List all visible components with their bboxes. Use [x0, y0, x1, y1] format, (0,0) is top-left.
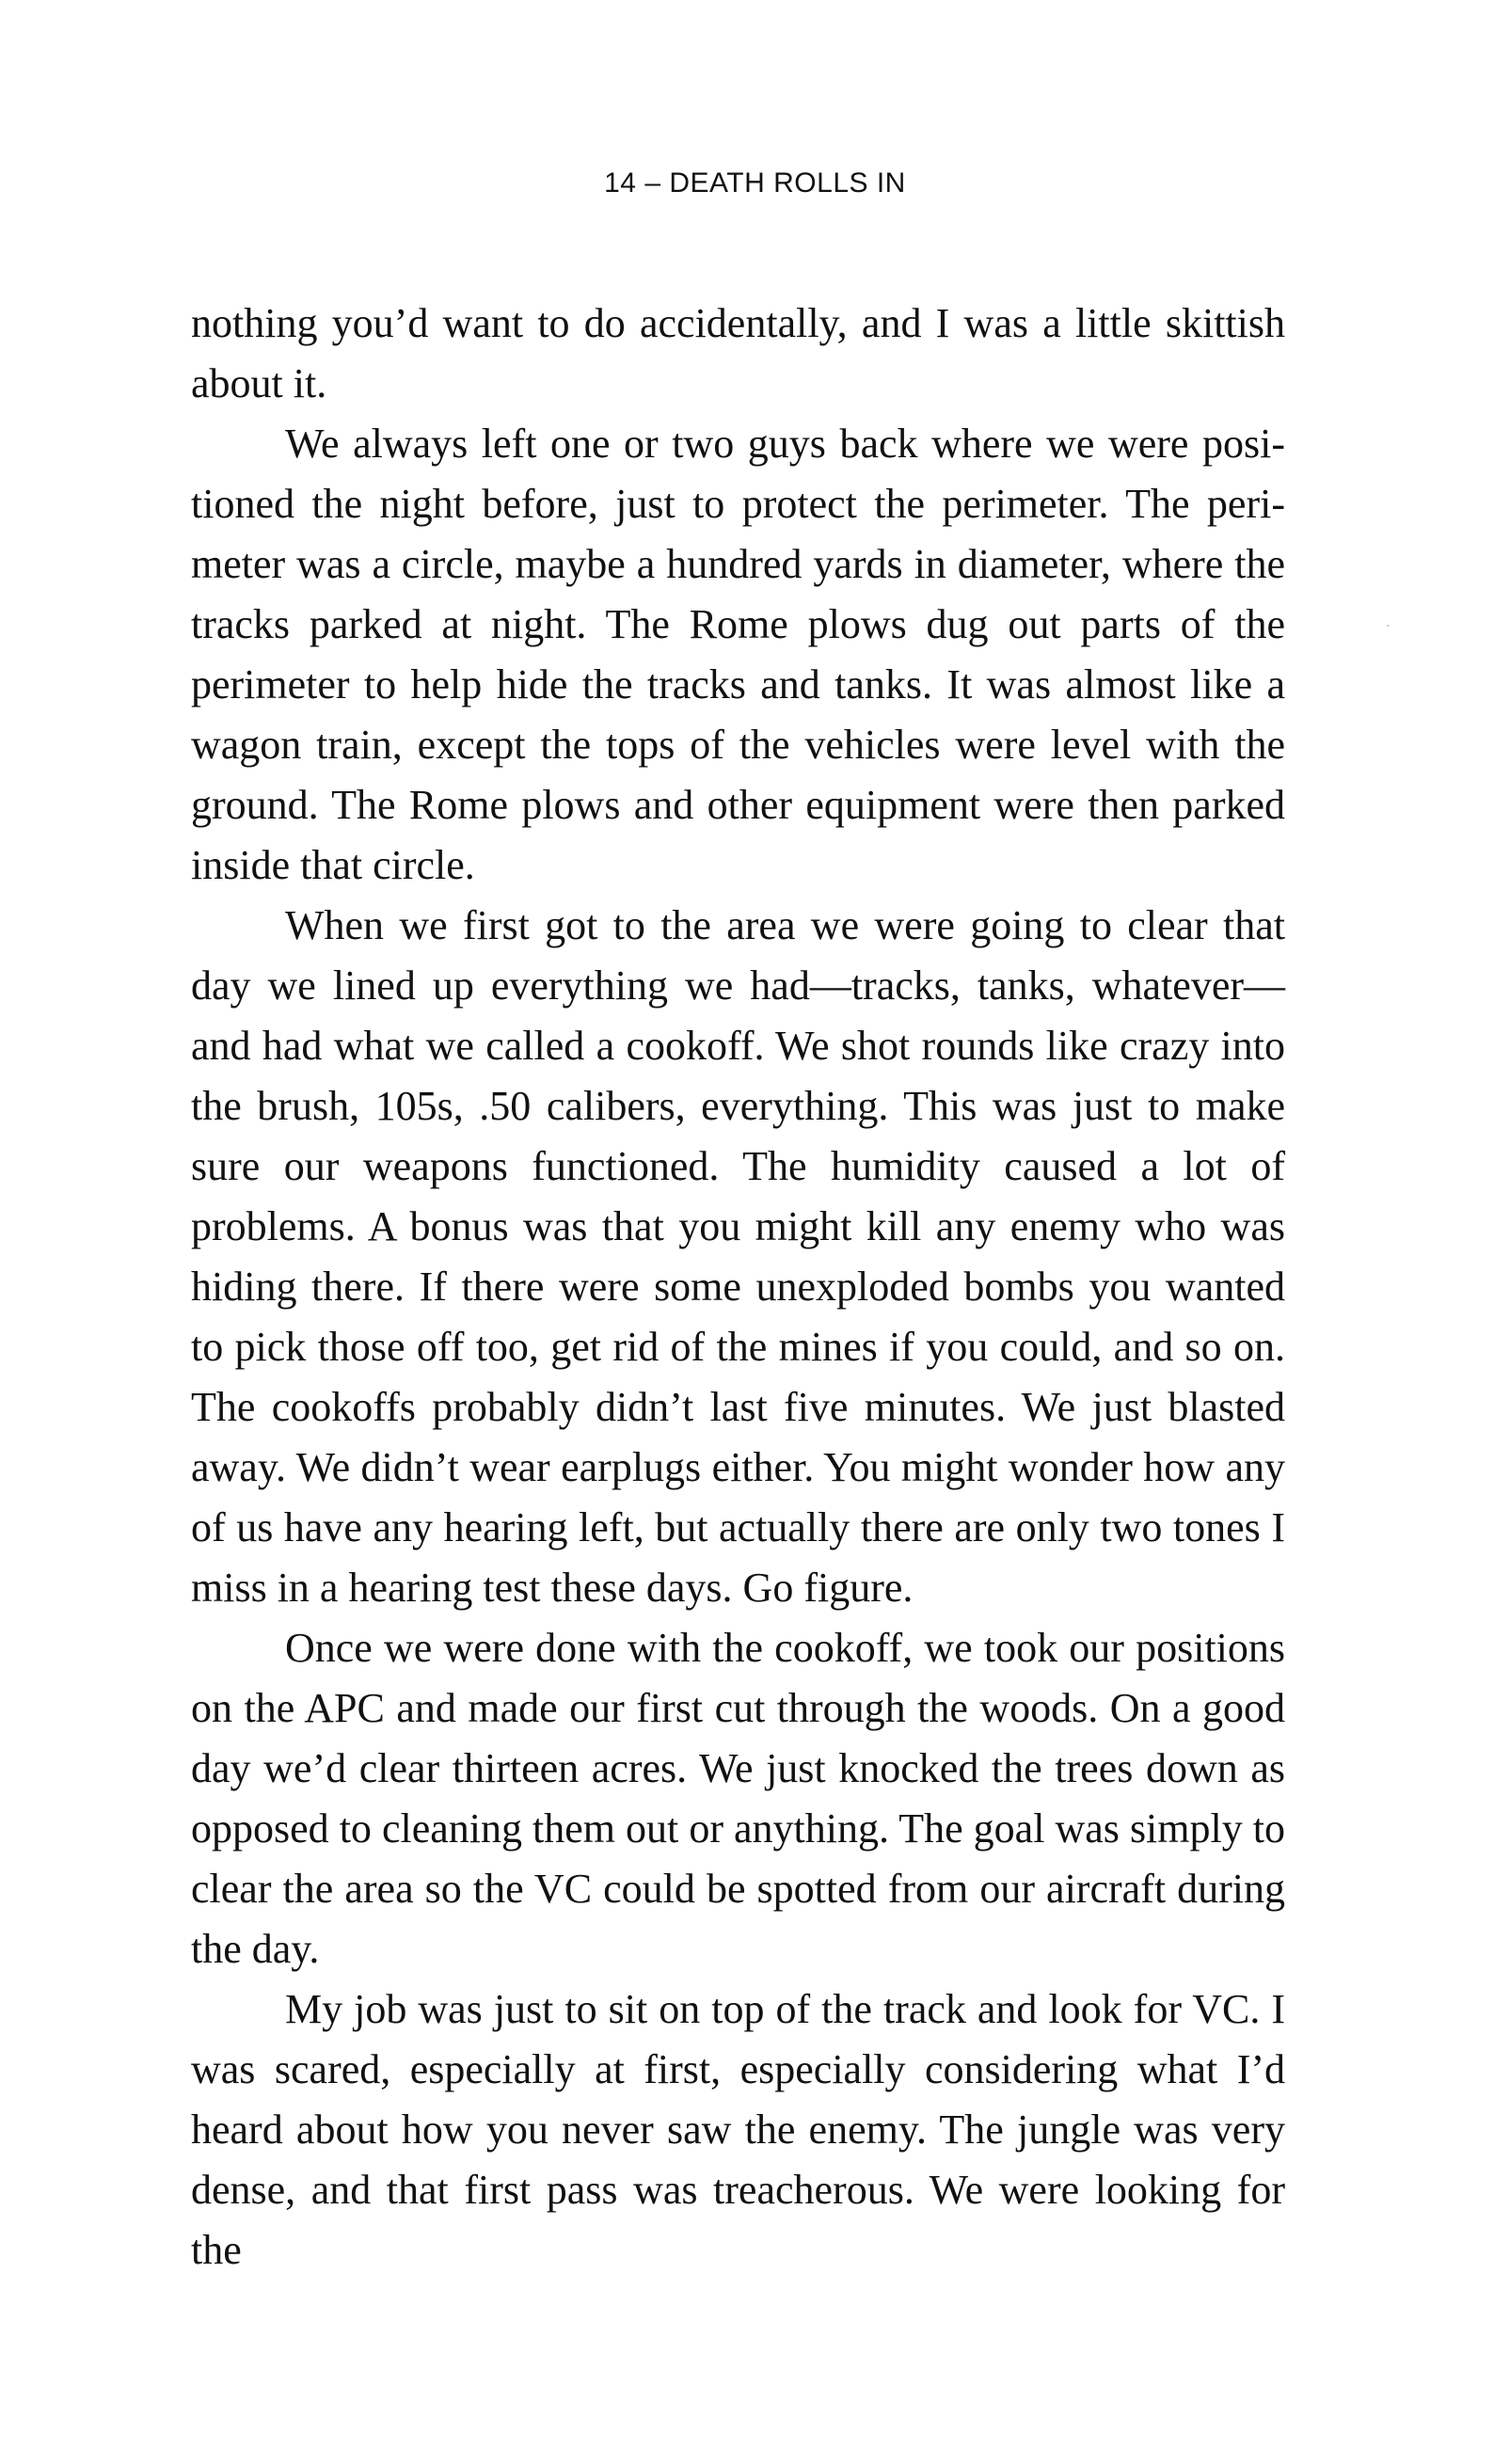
paragraph-first-cut: Once we were done with the cookoff, we took our positions on the APC and made our first cut through the woods. On a good day we’d clear thirteen acres. We just knocked the trees down as opposed to cleaning them out or anything. The goal was simply to clear the area so the VC could be spotted from our aircraft during the day. — [191, 1625, 1285, 1972]
paragraph-lookout: My job was just to sit on top of the track and look for VC. I was scared, especially at first, especially considering what I’d heard about how you never saw the enemy. The jungle was very dense, and that first pass was treacherous. We were looking for the — [191, 1986, 1285, 2273]
paragraph-continued: nothing you’d want to do accidentally, and I was a little skittish about it. — [191, 300, 1285, 406]
scan-speck — [1387, 625, 1390, 627]
paragraph-cookoff: When we first got to the area we were going to clear that day we lined up everything we had—tracks, tanks, whatever—and had what we called a cookoff. We shot rounds like crazy into the brush, 105s, .50 calibers, everything. This was just to make sure our weapons functioned. The humidity caused a lot of problems. A bonus was that you might kill any enemy who was hiding there. If there were some unexploded bombs you wanted to pick those off too, get rid of the mines if you could, and so on. The cookoffs probably didn’t last five minutes. We just blasted away. We didn’t wear earplugs either. You might wonder how any of us have any hearing left, but actually there are only two tones I miss in a hearing test these days. Go figure. — [191, 902, 1285, 1611]
body-text — [191, 294, 1285, 2281]
running-head: 14 – DEATH ROLLS IN — [604, 167, 906, 199]
paragraph-perimeter: We always left one or two guys back where we were positioned the night before, just to protect the perimeter. The perimeter was a circle, maybe a hundred yards in diameter, where the tracks parked at night. The Rome plows dug out parts of the perimeter to help hide the tracks and tanks. It was almost like a wagon train, except the tops of the vehicles were level with the ground. The Rome plows and other equipment were then parked inside that circle. — [191, 421, 1285, 888]
